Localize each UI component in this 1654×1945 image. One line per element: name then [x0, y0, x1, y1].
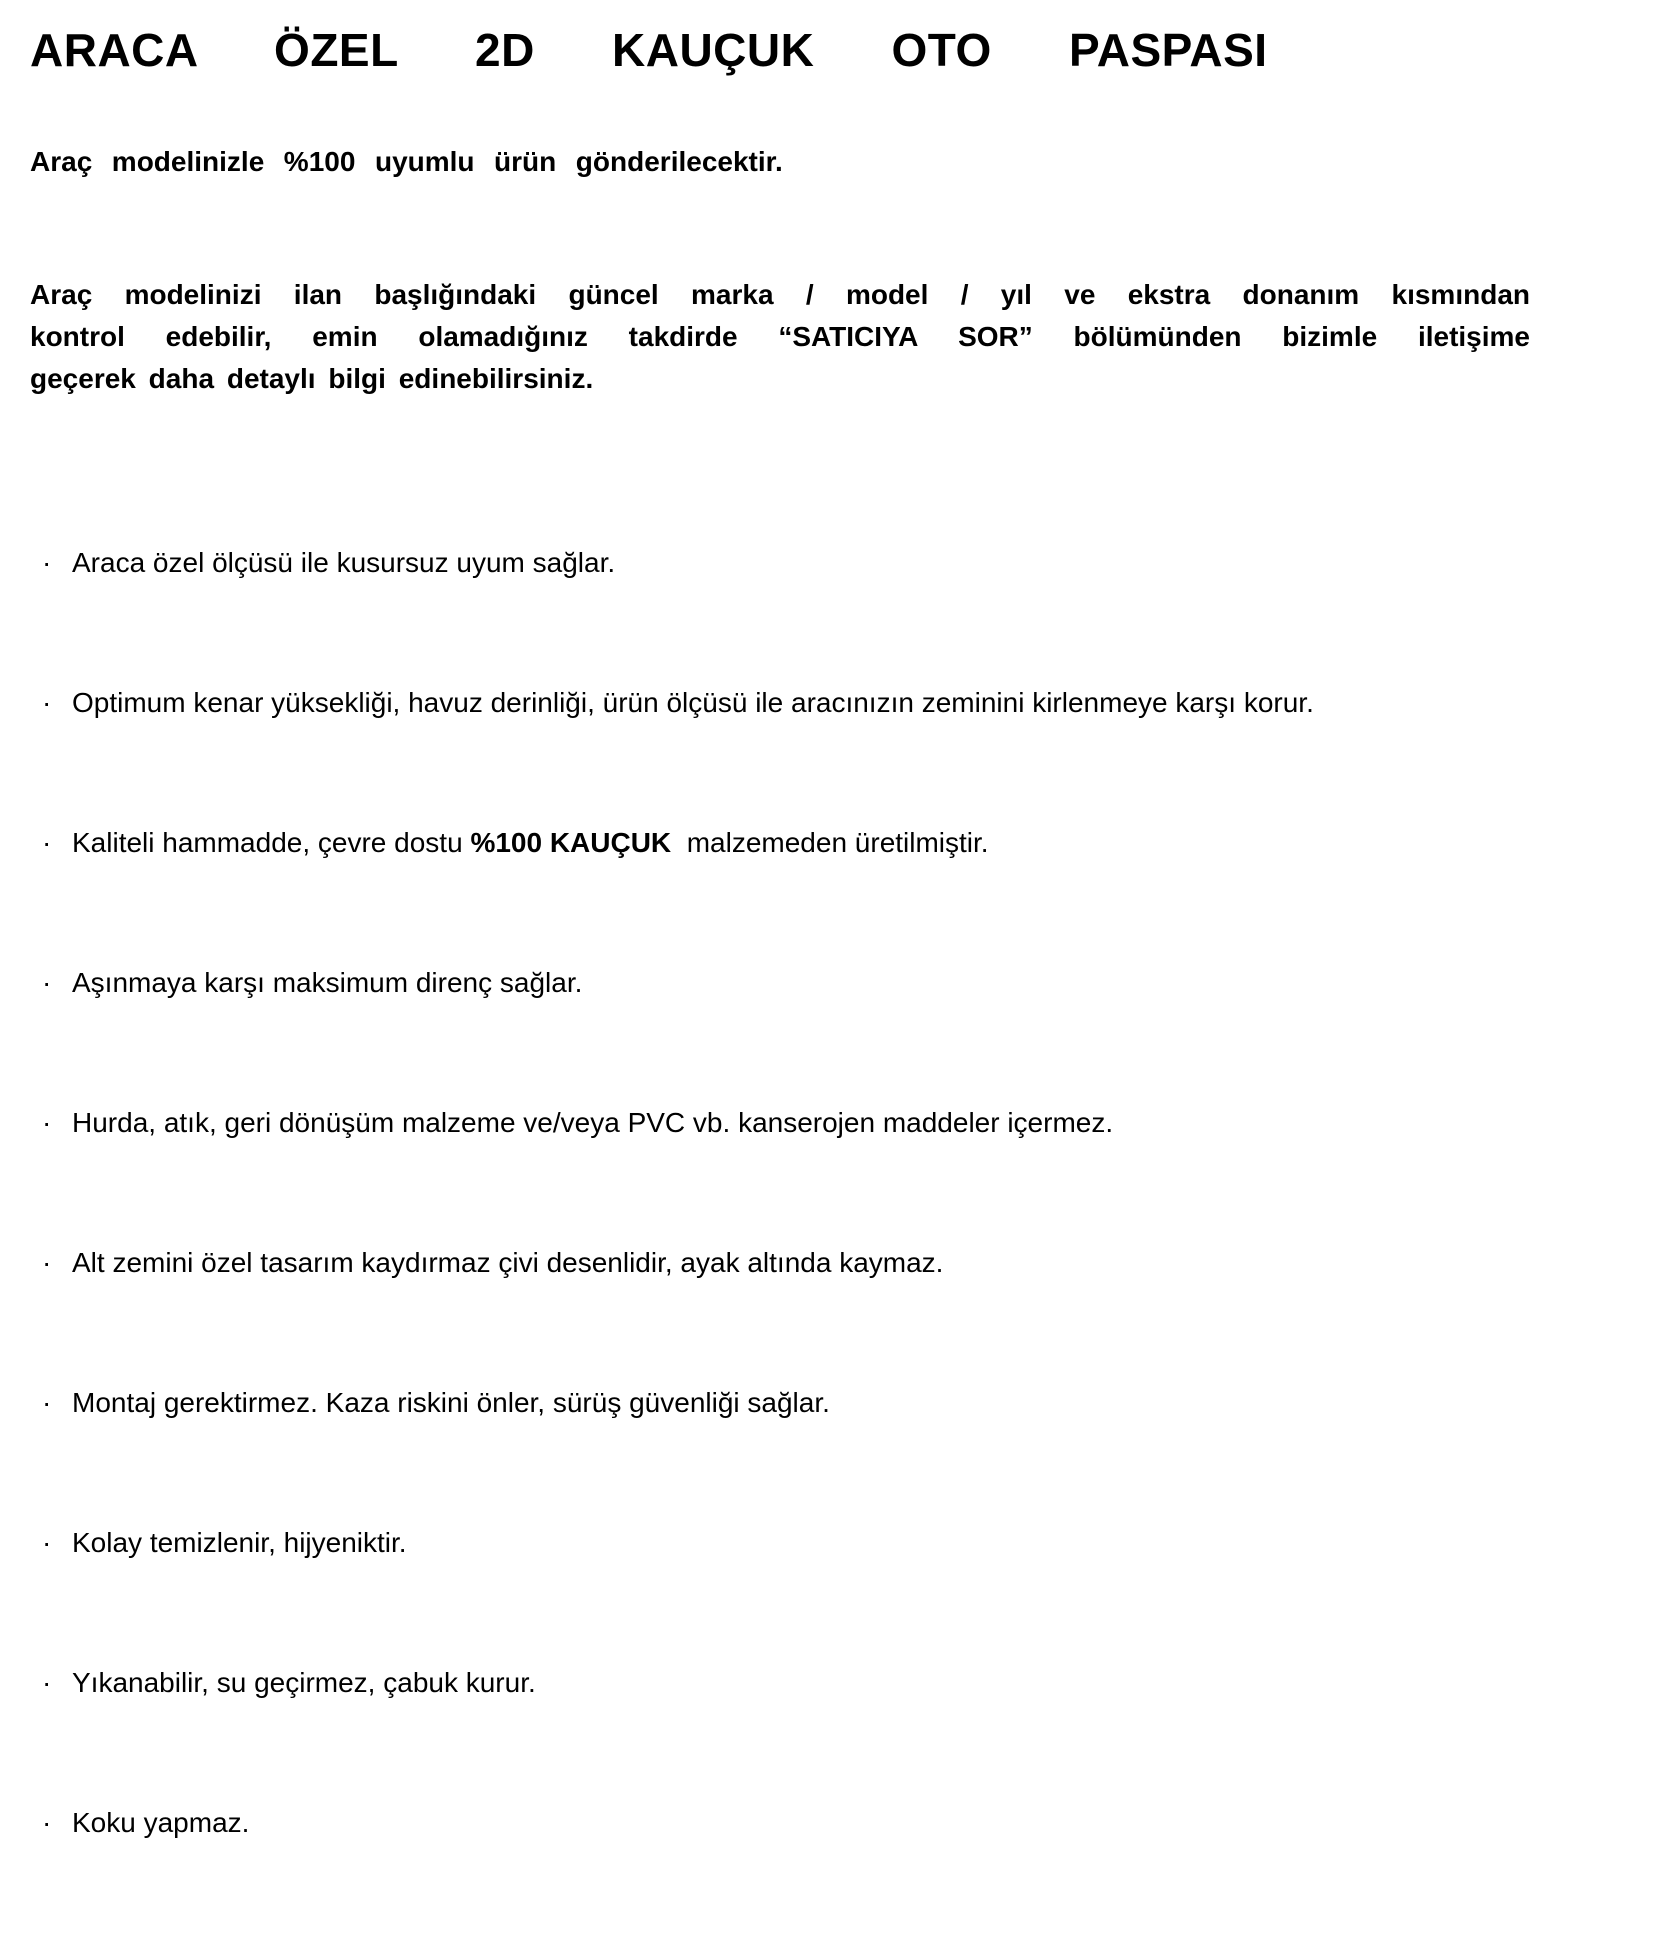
bullet-marker: ·: [42, 1247, 52, 1278]
bullet-text: Koku yapmaz.: [72, 1807, 250, 1838]
bullet-marker: ·: [42, 1107, 52, 1138]
bullet-text: Alt zemini özel tasarım kaydırmaz çivi desenlidir, ayak altında kaymaz.: [72, 1247, 944, 1278]
list-item: [30, 1102, 1594, 1144]
bullet-text: Kaliteli hammadde, çevre dostu: [72, 827, 471, 858]
paragraph-line-2: kontrol edebilir, emin olamadığınız takdirde “SATICIYA SOR” bölümünden bizimle iletişime: [30, 321, 1530, 352]
page-title: ARACA ÖZEL 2D KAUÇUK OTO PASPASI: [30, 24, 1268, 76]
bullet-text: Yıkanabilir, su geçirmez, çabuk kurur.: [72, 1667, 536, 1698]
list-item: [30, 1662, 1594, 1704]
bullet-text: Hurda, atık, geri dönüşüm malzeme ve/veya PVC vb. kanserojen maddeler içermez.: [72, 1107, 1114, 1138]
list-item: [30, 1522, 1594, 1564]
list-item: [30, 1802, 1594, 1844]
feature-list: [30, 542, 1594, 1844]
compatibility-note: Araç modelinizle %100 uyumlu ürün gönderilecektir.: [30, 146, 783, 177]
bullet-marker: ·: [42, 1387, 52, 1418]
bullet-text: Araca özel ölçüsü ile kusursuz uyum sağlar.: [72, 547, 616, 578]
bullet-text-bold: %100 KAUÇUK: [470, 827, 672, 858]
info-paragraph: [30, 274, 1530, 400]
list-item: [30, 962, 1594, 1004]
paragraph-line-3: geçerek daha detaylı bilgi edinebilirsiniz.: [30, 363, 594, 394]
bullet-marker: ·: [42, 827, 52, 858]
bullet-text: Kolay temizlenir, hijyeniktir.: [72, 1527, 407, 1558]
list-item: [30, 822, 1594, 864]
list-item: [30, 682, 1594, 724]
bullet-text-post: malzemeden üretilmiştir.: [671, 827, 989, 858]
bullet-marker: ·: [42, 1667, 52, 1698]
list-item: [30, 1242, 1594, 1284]
paragraph-line-1: Araç modelinizi ilan başlığındaki güncel marka / model / yıl ve ekstra donanım kısmından: [30, 279, 1530, 310]
bullet-marker: ·: [42, 1527, 52, 1558]
bullet-text: Aşınmaya karşı maksimum direnç sağlar.: [72, 967, 583, 998]
bullet-marker: ·: [42, 1807, 52, 1838]
list-item: [30, 542, 1594, 584]
bullet-text: Optimum kenar yüksekliği, havuz derinliği, ürün ölçüsü ile aracınızın zeminini kirlenmeye karşı korur.: [72, 687, 1314, 718]
list-item: [30, 1382, 1594, 1424]
bullet-text: Montaj gerektirmez. Kaza riskini önler, sürüş güvenliği sağlar.: [72, 1387, 830, 1418]
bullet-marker: ·: [42, 687, 52, 718]
bullet-marker: ·: [42, 547, 52, 578]
bullet-marker: ·: [42, 967, 52, 998]
